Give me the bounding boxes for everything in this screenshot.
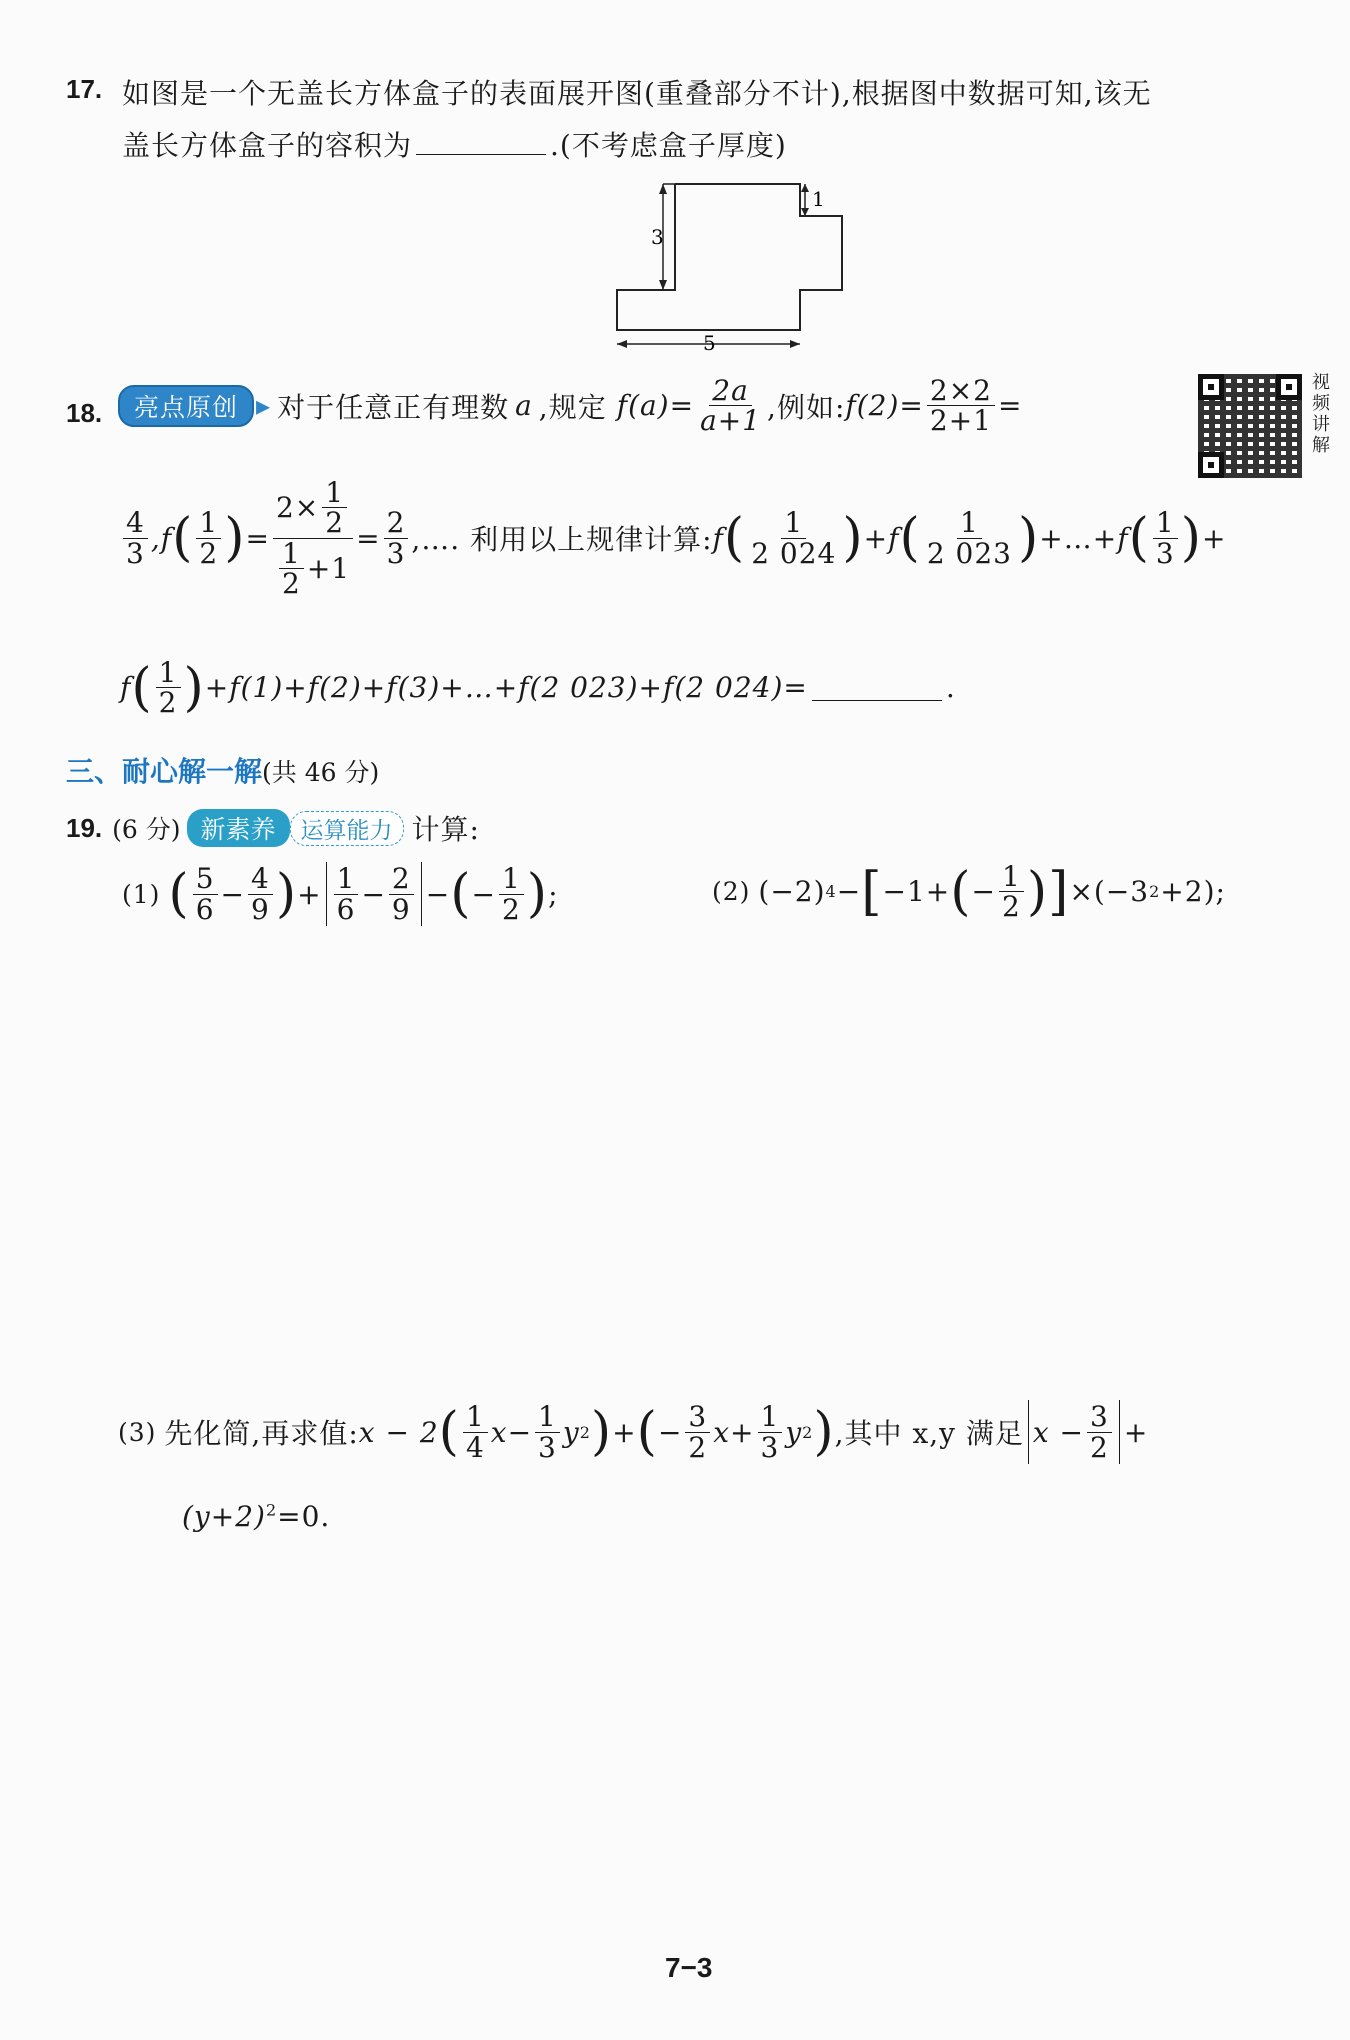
q18-instruction: ,…. 利用以上规律计算: <box>411 523 713 557</box>
label-3: 3 <box>651 225 664 249</box>
q19-p2-label: (2) <box>712 877 751 907</box>
q18-intro: 对于任意正有理数 <box>277 390 510 424</box>
tag-original: 亮点原创 <box>118 385 254 427</box>
label-1: 1 <box>812 187 825 211</box>
q18-line2: $\frac{4}{3}$ ,f ( $\frac{1}{2}$ ) = 2× $\frac{1}{2}$ $\frac{1}{2}$ +1 = $\frac{2}{3}$ ,…. 利用以上规律计算: f ( $\frac{1}{2 024}$ ) + f ( $\frac{1}{2 023}$ ) +…+ f ( $\frac{1}{3}$ ) + <box>120 478 1226 599</box>
q19-part3: (3) 先化简,再求值: x − 2 ( $\frac{1}{4}$ x − $\frac{1}{3}$ y 2 ) + ( − $\frac{3}{2}$ x + $\frac{1}{3}$ y 2 ) ,其中 x,y 满足 x − $\frac{3}{2}$ + <box>118 1400 1149 1464</box>
q18-fhalf-frac: $\frac{1}{2}$ <box>156 658 181 718</box>
q19-part2: (2) (−2) 4 − [ −1+ ( − $\frac{1}{2}$ ) ] ×(−3 2 +2); <box>712 860 1226 924</box>
tag-arrow-icon: ▸ <box>256 389 272 423</box>
q18-f-half: ,f <box>150 521 173 555</box>
q18-r1-frac: $\frac{4}{3}$ <box>123 508 148 568</box>
q18-f2: f(2)= <box>845 389 924 423</box>
q18-line1 <box>118 376 1022 436</box>
q19-p3-line2: $(y+2)^2=0$. <box>182 1500 331 1533</box>
section-3-heading <box>66 750 379 790</box>
q19-part1: (1) ( $\frac{5}{6}$ − $\frac{4}{9}$ ) + $\frac{1}{6}$ − $\frac{2}{9}$ − ( − $\frac{1}{2}$ ) ; <box>122 862 559 926</box>
qr-code[interactable] <box>1198 374 1302 478</box>
section-3-points: (共 46 分) <box>262 758 380 787</box>
q17-text-b: .(不考虑盒子厚度) <box>550 129 787 162</box>
q19-p3-label: (3) <box>118 1417 157 1447</box>
q19-task: 计算: <box>411 813 480 846</box>
q17-answer-blank[interactable] <box>416 128 546 155</box>
q17-number: 17. <box>66 74 103 104</box>
q18-var-a: a <box>515 389 533 423</box>
q18-ex1-frac: $\frac{2\times 2}{2+1}$ <box>927 376 995 436</box>
q18-f3-frac: $\frac{1}{3}$ <box>1153 508 1178 568</box>
tag-new-literacy: 新素养 <box>187 809 290 847</box>
section-3-title: 三、耐心解一解 <box>66 756 263 787</box>
box-net-figure <box>605 172 845 352</box>
page-number: 7−3 <box>665 1952 713 1983</box>
q18-sum-tail: +f(1)+f(2)+f(3)+…+f(2 023)+f(2 024)= <box>204 671 808 705</box>
q18-f2023-frac: $\frac{1}{2 023}$ <box>926 506 1012 570</box>
label-5: 5 <box>703 331 716 352</box>
q18-f-a: f(a)= <box>616 389 695 423</box>
q18-answer-blank[interactable] <box>812 674 942 701</box>
q17-text-line1: 如图是一个无盖长方体盒子的表面展开图(重叠部分不计),根据图中数据可知,该无 <box>122 77 1152 110</box>
q18-rule: ,规定 <box>538 390 607 424</box>
q18-half-frac: $\frac{1}{2}$ <box>196 508 221 568</box>
q19-p3-condition: ,其中 x,y 满足 <box>834 1417 1024 1450</box>
q18-f2024-frac: $\frac{1}{2 024}$ <box>751 506 837 570</box>
q19-header <box>66 808 480 848</box>
q18-eq: = <box>997 389 1023 423</box>
q19-p3-text: 先化简,再求值: <box>164 1417 359 1450</box>
qr-label: 视频讲解 <box>1309 372 1330 456</box>
q17-text-line2 <box>122 124 787 164</box>
q18-r2-frac: $\frac{2}{3}$ <box>384 508 409 568</box>
q18-line3: f ( $\frac{1}{2}$ ) +f(1)+f(2)+f(3)+…+f(2 023)+f(2 024)= . <box>120 656 956 720</box>
q18-number: 18. <box>66 398 103 428</box>
q19-p1-label: (1) <box>122 879 161 909</box>
q18-def-frac: $\frac{2a}{a+1}$ <box>700 374 762 438</box>
q18-ex2-frac: 2× $\frac{1}{2}$ $\frac{1}{2}$ +1 <box>273 478 353 599</box>
q17-text-a: 盖长方体盒子的容积为 <box>122 129 413 162</box>
tag-computation: 运算能力 <box>290 811 404 846</box>
q18-example-label: ,例如: <box>767 390 846 424</box>
q19-number: 19. <box>66 812 103 843</box>
q19-points: (6 分) <box>112 815 181 844</box>
